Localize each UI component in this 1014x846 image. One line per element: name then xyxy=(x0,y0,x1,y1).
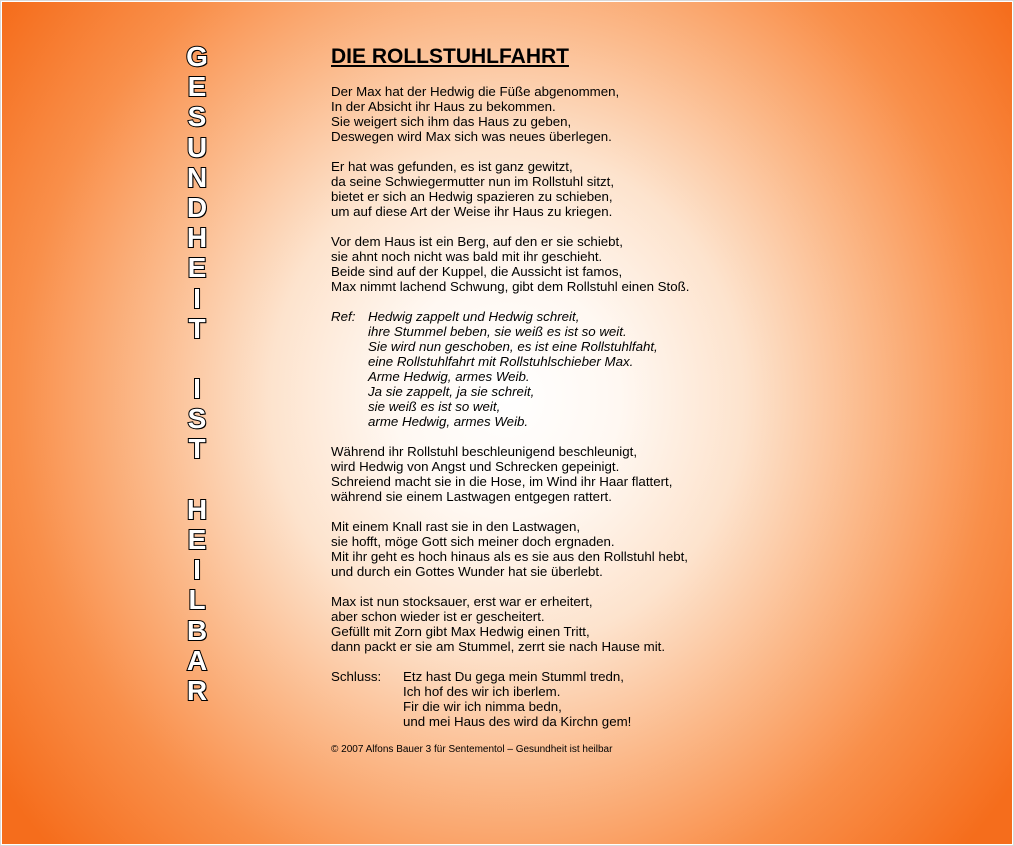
stanza-6 xyxy=(331,594,891,654)
stanza-1 xyxy=(331,84,891,144)
refrain-line: Arme Hedwig, armes Weib. xyxy=(368,369,530,384)
closing-line: Ich hof des wir ich iberlem. xyxy=(403,684,561,699)
refrain-label: Ref: xyxy=(331,309,356,324)
vertical-letter: B xyxy=(186,614,208,646)
poem-line: während sie einem Lastwagen entgegen rattert. xyxy=(331,489,612,504)
closing-line: Etz hast Du gega mein Stumml tredn, xyxy=(403,669,624,684)
copyright-notice: © 2007 Alfons Bauer 3 für Sentementol – Gesundheit ist heilbar xyxy=(331,744,613,755)
poem-line: Max ist nun stocksauer, erst war er erheitert, xyxy=(331,594,593,609)
refrain-line: eine Rollstuhlfahrt mit Rollstuhlschieber Max. xyxy=(368,354,634,369)
refrain-line: Sie wird nun geschoben, es ist eine Rollstuhlfaht, xyxy=(368,339,658,354)
closing-line: Fir die wir ich nimma bedn, xyxy=(403,699,562,714)
poem-line: um auf diese Art der Weise ihr Haus zu kriegen. xyxy=(331,204,613,219)
poem-line: Deswegen wird Max sich was neues überlegen. xyxy=(331,129,612,144)
poem-line: bietet er sich an Hedwig spazieren zu schieben, xyxy=(331,189,613,204)
poem-line: da seine Schwiegermutter nun im Rollstuhl sitzt, xyxy=(331,174,615,189)
poem-line: Beide sind auf der Kuppel, die Aussicht ist famos, xyxy=(331,264,623,279)
closing-label: Schluss: xyxy=(331,669,382,684)
poem-line: aber schon wieder ist er gescheitert. xyxy=(331,609,545,624)
vertical-letter: E xyxy=(187,252,207,284)
refrain-line: Ja sie zappelt, ja sie schreit, xyxy=(368,384,535,399)
vertical-letter: H xyxy=(186,222,208,254)
refrain-line: sie weiß es ist so weit, xyxy=(368,399,501,414)
poem-line: Mit ihr geht es hoch hinaus als es sie aus den Rollstuhl hebt, xyxy=(331,549,689,564)
closing xyxy=(331,669,891,729)
vertical-spacer xyxy=(180,344,214,374)
vertical-letter: H xyxy=(186,493,208,525)
vertical-letter: L xyxy=(188,584,206,616)
vertical-letter: E xyxy=(187,71,207,103)
poem-line: Max nimmt lachend Schwung, gibt dem Rollstuhl einen Stoß. xyxy=(331,279,690,294)
vertical-spacer xyxy=(180,465,214,495)
vertical-letter: G xyxy=(186,41,208,72)
vertical-letter: E xyxy=(187,524,207,555)
vertical-letter: S xyxy=(187,101,207,133)
vertical-letter: N xyxy=(186,161,208,193)
vertical-letter: U xyxy=(186,131,208,163)
poem-line: dann packt er sie am Stummel, zerrt sie nach Hause mit. xyxy=(331,639,666,654)
vertical-title xyxy=(180,42,214,706)
poem-line: In der Absicht ihr Haus zu bekommen. xyxy=(331,99,556,114)
poem-line: sie ahnt noch nicht was bald mit ihr geschieht. xyxy=(331,249,603,264)
stanza-3 xyxy=(331,234,891,294)
poem-line: Er hat was gefunden, es ist ganz gewitzt, xyxy=(331,159,573,174)
stanza-4 xyxy=(331,444,891,504)
poem-line: wird Hedwig von Angst und Schrecken gepeinigt. xyxy=(331,459,620,474)
vertical-letter: D xyxy=(186,191,208,223)
vertical-letter: I xyxy=(193,373,201,405)
poem-line: Vor dem Haus ist ein Berg, auf den er sie schiebt, xyxy=(331,234,623,249)
stanza-5 xyxy=(331,519,891,579)
page-title: DIE ROLLSTUHLFAHRT xyxy=(331,45,569,68)
vertical-letter: I xyxy=(193,282,201,314)
poem-line: Der Max hat der Hedwig die Füße abgenommen, xyxy=(331,84,620,99)
vertical-letter: I xyxy=(193,554,201,586)
vertical-letter: S xyxy=(187,403,207,435)
vertical-letter: T xyxy=(188,312,206,344)
poem-line: Sie weigert sich ihm das Haus zu geben, xyxy=(331,114,572,129)
poem-line: Schreiend macht sie in die Hose, im Wind ihr Haar flattert, xyxy=(331,474,673,489)
refrain-line: Hedwig zappelt und Hedwig schreit, xyxy=(368,309,580,324)
poem-line: Gefüllt mit Zorn gibt Max Hedwig einen Tritt, xyxy=(331,624,590,639)
poem-line: sie hofft, möge Gott sich meiner doch ergnaden. xyxy=(331,534,615,549)
refrain xyxy=(331,309,891,429)
stanza-2 xyxy=(331,159,891,219)
poem-line: Mit einem Knall rast sie in den Lastwagen, xyxy=(331,519,581,534)
vertical-letter: T xyxy=(188,433,206,465)
refrain-line: arme Hedwig, armes Weib. xyxy=(368,414,529,429)
poem-line: Während ihr Rollstuhl beschleunigend beschleunigt, xyxy=(331,444,638,459)
vertical-letter: R xyxy=(186,674,208,706)
vertical-letter: A xyxy=(186,644,208,676)
refrain-line: ihre Stummel beben, sie weiß es ist so weit. xyxy=(368,324,627,339)
poem xyxy=(331,44,891,756)
poem-line: und durch ein Gottes Wunder hat sie überlebt. xyxy=(331,564,603,579)
closing-line: und mei Haus des wird da Kirchn gem! xyxy=(403,714,632,729)
